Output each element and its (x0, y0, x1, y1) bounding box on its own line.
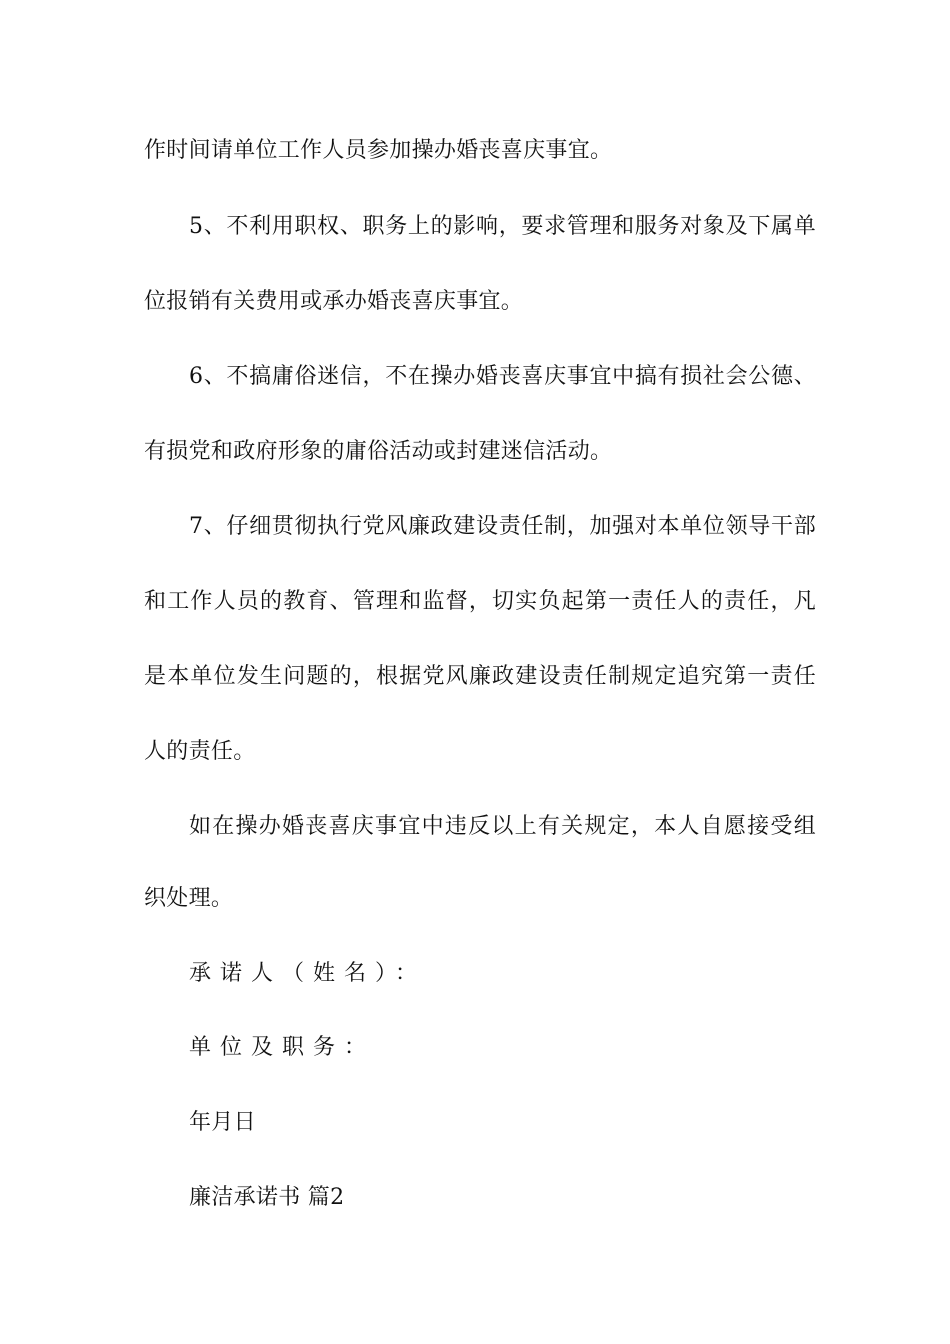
paragraph-line: 和工作人员的教育、管理和监督，切实负起第一责任人的责任，凡 (144, 589, 816, 614)
paragraph-line: 7、仔细贯彻执行党风廉政建设责任制，加强对本单位领导干部 (189, 514, 816, 539)
signer-name-label: 承诺人（姓名）： (189, 961, 427, 986)
date-label: 年月日 (189, 1110, 256, 1135)
paragraph-line: 是本单位发生问题的，根据党风廉政建设责任制规定追究第一责任 (144, 664, 816, 689)
unit-position-label: 单位及职务： (189, 1035, 376, 1060)
paragraph-line: 有损党和政府形象的庸俗活动或封建迷信活动。 (144, 439, 613, 464)
paragraph-line: 位报销有关费用或承办婚丧喜庆事宜。 (144, 289, 524, 314)
paragraph-line: 人的责任。 (144, 739, 256, 764)
paragraph-line: 织处理。 (144, 886, 234, 911)
paragraph-line: 如在操办婚丧喜庆事宜中违反以上有关规定，本人自愿接受组 (189, 814, 816, 839)
paragraph-line: 5、不利用职权、职务上的影响，要求管理和服务对象及下属单 (189, 214, 816, 239)
paragraph-line: 6、不搞庸俗迷信，不在操办婚丧喜庆事宜中搞有损社会公德、 (189, 364, 816, 389)
paragraph-line: 作时间请单位工作人员参加操办婚丧喜庆事宜。 (144, 138, 613, 163)
section-heading: 廉洁承诺书 篇2 (189, 1185, 345, 1210)
